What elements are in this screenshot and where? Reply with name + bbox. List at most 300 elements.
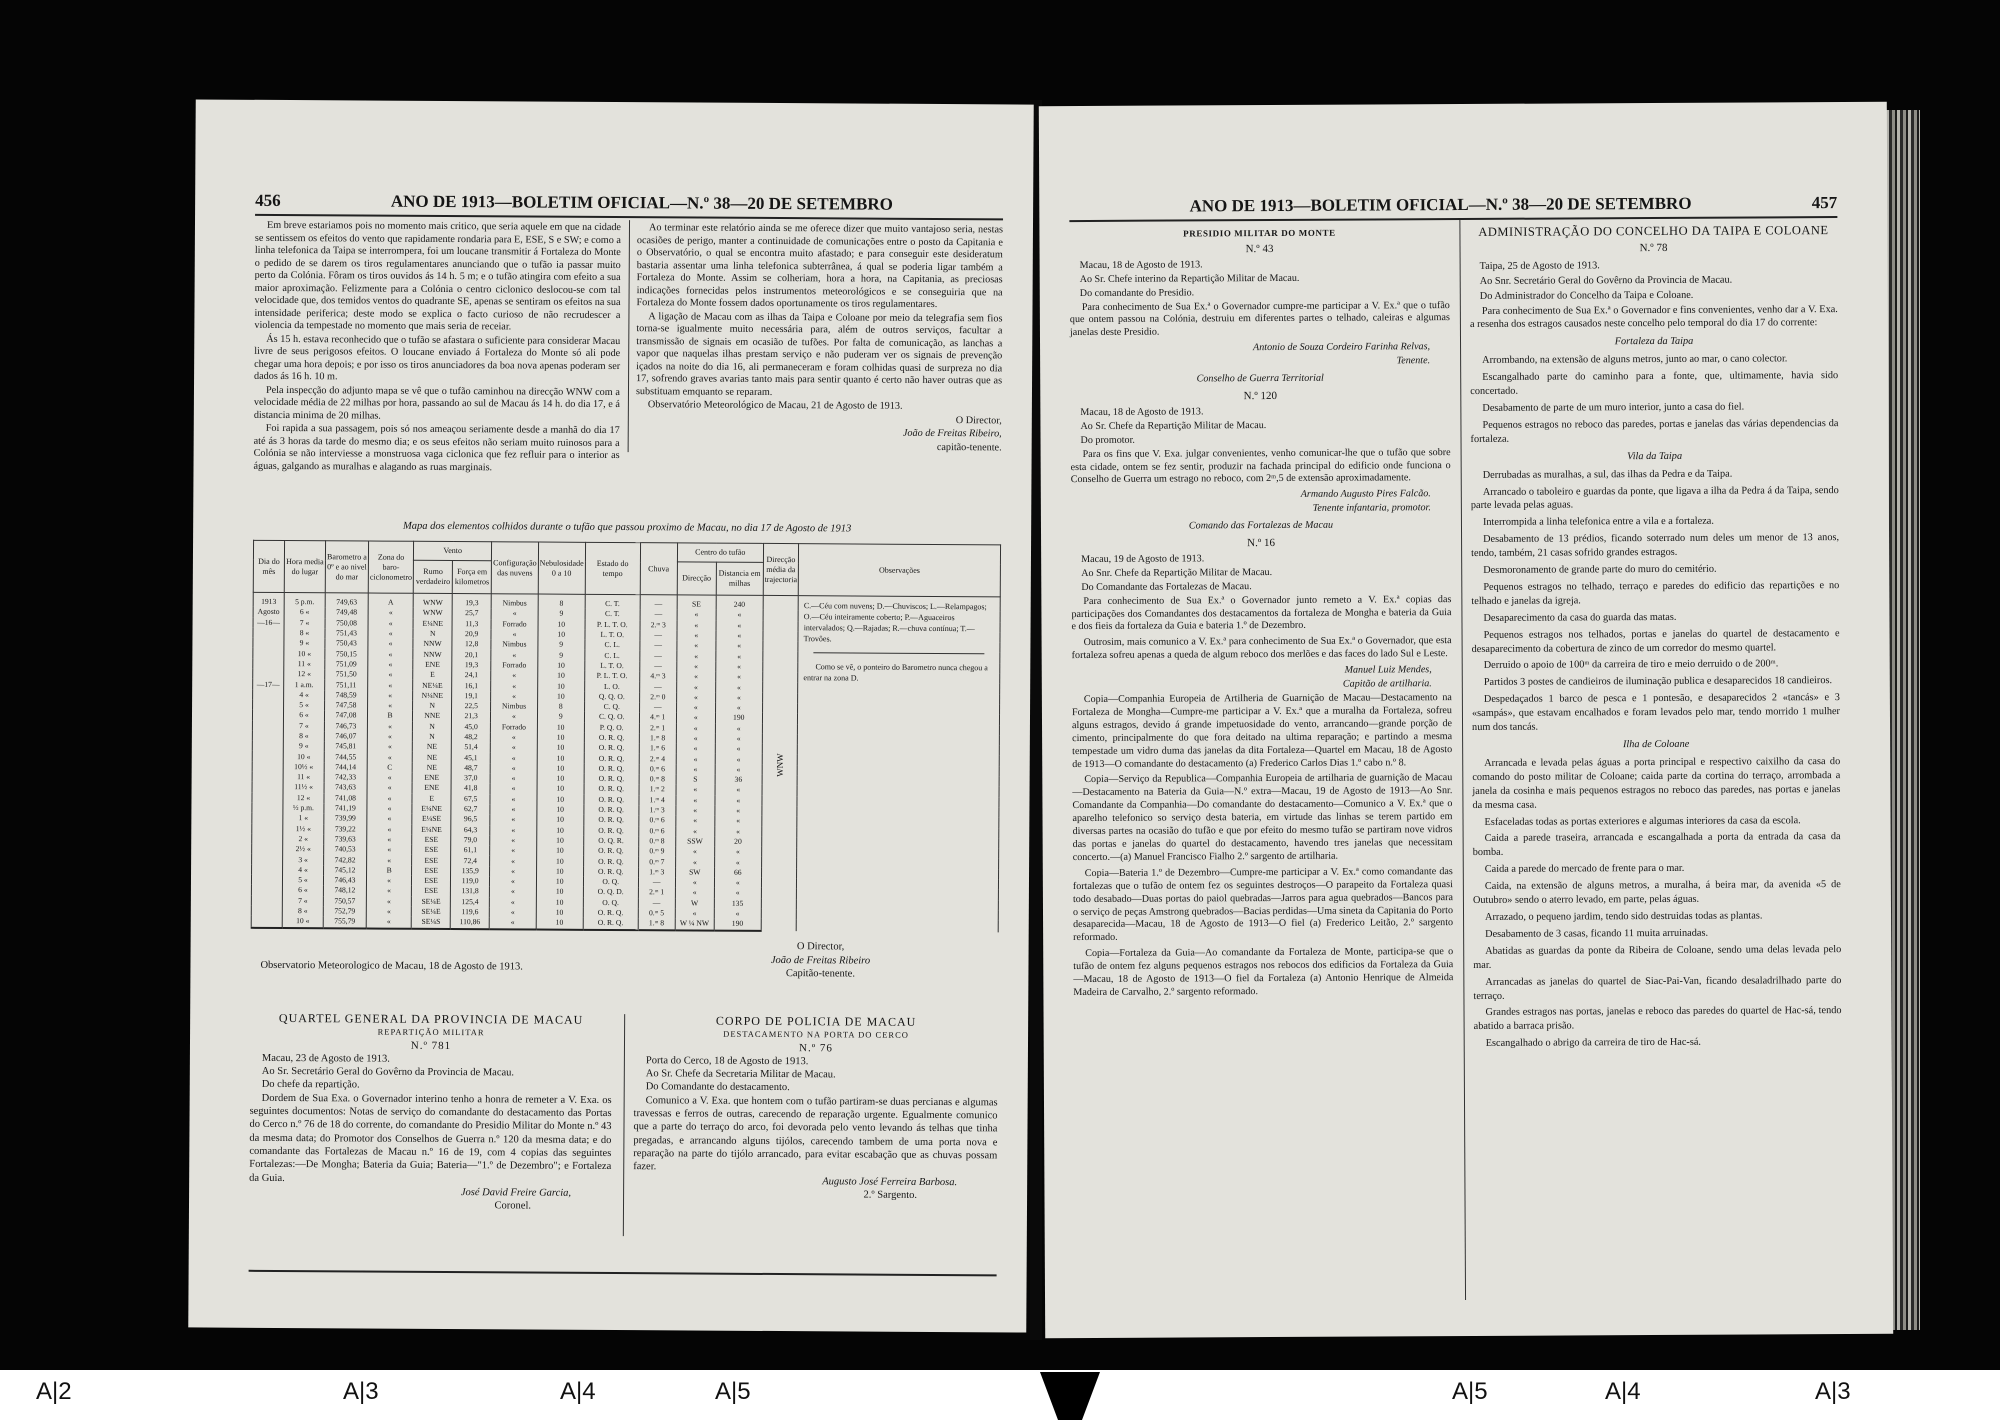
table-cell: P. L. T. O. <box>585 619 640 630</box>
table-cell: 10 <box>537 722 584 733</box>
table-cell: Q. Q. O. <box>584 692 639 703</box>
table-cell: 10 <box>537 774 584 785</box>
table-cell: C <box>367 762 412 773</box>
trajectory-cell <box>761 595 798 930</box>
table-cell: « <box>367 752 412 763</box>
table-cell: « <box>676 816 715 827</box>
table-cell: O. R. Q. <box>584 753 639 764</box>
table-cell: 739,22 <box>324 824 367 835</box>
paragraph: Copia—Fortaleza da Guia—Ao comandante da Fortaleza de Monte, participa-se que o tufão de ontem fez alguns pequenos estragos nos rebocos dos edificios da Fortaleza da Guia—Macau, 18 de Agosto de 1913—O fiel da Fortaleza (a) Antonio Henrique de Almeida Madeira de Carvalho, 2.º sargento reformado. <box>1073 946 1454 998</box>
table-cell: 10 <box>537 732 584 743</box>
table-cell-day <box>251 875 282 885</box>
table-cell: SE¼E <box>412 896 451 907</box>
table-cell: « <box>368 649 413 660</box>
table-cell: 751,50 <box>325 669 368 680</box>
header-line: Macau, 19 de Agosto de 1913. <box>1081 553 1205 565</box>
table-cell: 61,1 <box>451 845 490 856</box>
table-cell: « <box>367 731 412 742</box>
table-cell: 6 « <box>283 710 324 721</box>
report-column-2 <box>636 222 1003 455</box>
table-cell: 5 « <box>282 875 323 886</box>
table-cell: ENE <box>412 773 451 784</box>
table-cell: 10 <box>536 897 583 908</box>
table-cell: B <box>367 711 412 722</box>
paragraph: Foi rapida a sua passagem, pois só nos ameaçou seriamente desde a manhã do dia 17 até ás 3 horas da tarde do mesmo dia; e os seus efeitos não seriam muito ruinosos para a Colónia se não interviesse a monstruosa vaga ciclonica que fez refluir para o interior as águas, galgando as muralhas e alagando as ruas marginais. <box>253 422 620 473</box>
table-cell: 747,08 <box>324 711 367 722</box>
table-cell: 10 <box>537 681 584 692</box>
header-line: Macau, 18 de Agosto de 1913. <box>1079 259 1203 271</box>
table-cell: « <box>490 835 537 846</box>
table-cell: 10 <box>538 619 585 630</box>
table-cell: 10 <box>537 753 584 764</box>
column-divider <box>628 220 630 452</box>
policia-section <box>633 1014 998 1202</box>
paragraph: Copia—Serviço da Republica—Companhia Europeia de artilharia de guarnição de Macau—Destacamento na Bateria da Guia—N.º extra—Macau, 19 de Agosto de 1913—Ao Snr. Comandante da Companhia—Do comandante do destacamento—Comunico a V. Ex.ª que o aparelho telefonico so serviço desta bateria, em virtude das linhas se terem partido em diversas partes na ocasião do tufão e que por efeito do mesmo tufão se partiram nove vidros das portas e janelas do quartel do destacamento, havendo tres janelas que necessitam concerto.—(a) Manuel Francisco Fialho 2.º sargento de artilharia. <box>1072 772 1453 863</box>
table-caption: Mapa dos elementos colhidos durante o tufão que passou proximo de Macau, no dia 17 de Agosto de 1913 <box>402 520 852 535</box>
paragraph: Observatório Meteorológico de Macau, 21 de Agosto de 1913. <box>647 399 903 412</box>
table-cell: 2.ᵐ 1 <box>639 723 676 734</box>
weather-table <box>251 540 1001 933</box>
header-clouds: Configuração das nuvens <box>491 542 538 594</box>
table-signature <box>690 940 950 982</box>
table-cell: 8 « <box>284 628 325 639</box>
table-footer <box>260 960 660 976</box>
table-cell-day <box>251 895 282 905</box>
paragraph: Ás 15 h. estava reconhecido que o tufão se afastara o suficiente para considerar Macau livre de seus perigosos efeitos. O loucane enviado á Fortaleza do Monte só ali pode chegar uma hora depois; e por isso os tiros anunciadores da boa nova apenas poderam ser dados ás 16 h. 10 m. <box>254 333 621 383</box>
paragraph: Pequenos estragos no reboco das paredes, portas e janelas das várias dependencias da fortaleza. <box>1470 417 1839 445</box>
frame-mark: A|5 <box>715 1378 751 1405</box>
table-cell-day <box>252 731 283 741</box>
table-cell: 10 <box>538 629 585 640</box>
table-cell: 20,9 <box>452 629 491 640</box>
table-cell: 110,86 <box>450 917 489 929</box>
table-cell: L. O. <box>584 681 639 692</box>
table-cell: « <box>367 803 412 814</box>
table-cell: 9 <box>538 640 585 651</box>
table-cell: — <box>640 630 677 641</box>
table-cell: « <box>715 744 762 755</box>
table-cell: C. T. <box>585 594 640 609</box>
paragraph: Para conhecimento de Sua Ex.ª o Governador junto remeto a V. Ex.ª copias das participações dos Comandantes dos destacamentos da fortaleza de Mongha e bateria da Guia e dos fieis da fortaleza da Guia e bateria 1.º de Dezembro. <box>1071 593 1452 633</box>
table-cell: « <box>714 857 761 868</box>
paragraph: Caida a parede do mercado de frente para o mar. <box>1484 863 1685 876</box>
table-cell: — <box>638 877 675 888</box>
table-cell: 746,73 <box>324 721 367 732</box>
header-hour: Hora media do lugar <box>284 541 325 593</box>
table-cell: C. Q. O. <box>584 712 639 723</box>
header-weather: Estado do tempo <box>585 542 640 594</box>
table-cell: « <box>368 618 413 629</box>
table-cell: ENE <box>412 783 451 794</box>
observations-legend: C.—Céu com nuvens; D.—Chuviscos; L.—Relampagos; O.—Céu inteiramente coberto; P.—Aguaceiros intervalados; Q.—Rajadas; R.—chuva contínua; T.—Trovôes. <box>803 601 987 644</box>
table-cell: 135,9 <box>451 866 490 877</box>
table-cell: 37,0 <box>451 773 490 784</box>
table-cell: 67,5 <box>451 794 490 805</box>
table-cell: E <box>412 793 451 804</box>
table-cell-day <box>253 638 284 648</box>
signature-line: Tenente infantaria, promotor. <box>1312 502 1431 515</box>
table-cell: P. Q. O. <box>584 722 639 733</box>
table-cell: 7 « <box>283 721 324 732</box>
table-cell: « <box>490 773 537 784</box>
table-cell: O. R. Q. <box>584 825 639 836</box>
table-cell: O. Q. R. <box>583 836 638 847</box>
table-cell-day <box>252 834 283 844</box>
section-heading: Comando das Fortalezas de Macau <box>1188 519 1334 532</box>
table-cell: 51,4 <box>451 742 490 753</box>
signature-line: Manuel Luiz Mendes, <box>1344 664 1432 676</box>
header-line: Ao Sr. Chefe interino da Repartição Militar de Macau. <box>1079 272 1300 285</box>
table-cell: 2.ᵐ 3 <box>640 620 677 631</box>
signature-title: O Director, <box>796 941 845 953</box>
left-page-header <box>255 190 1003 217</box>
table-cell: 48,7 <box>451 763 490 774</box>
table-cell: 10 <box>537 743 584 754</box>
header-line: Do promotor. <box>1080 434 1135 446</box>
paragraph: Despedaçados 1 barco de pesca e 1 pontesão, e desaparecidos 2 «tancás» e 3 «sampás», que estavam encalhados e foram levados pelo mar, tendo morrido 1 mulher num dos tancás. <box>1471 692 1840 734</box>
table-cell-day <box>252 762 283 772</box>
table-cell: — <box>639 702 676 713</box>
table-cell: « <box>715 682 762 693</box>
table-cell: SE <box>677 595 716 610</box>
table-cell: — <box>640 595 677 610</box>
table-cell: 5 « <box>284 700 325 711</box>
table-cell: 2 « <box>283 834 324 845</box>
table-cell: 10 <box>536 918 583 930</box>
table-cell: 9 <box>538 609 585 620</box>
header-line: Do Comandante das Fortalezas de Macau. <box>1081 580 1252 593</box>
table-cell: L. T. O. <box>585 661 640 672</box>
table-cell: 10 « <box>283 751 324 762</box>
table-cell: « <box>716 651 763 662</box>
table-cell-day <box>252 865 283 875</box>
dateline: Porta do Cerco, 18 de Agosto de 1913. <box>645 1055 809 1068</box>
table-cell: NNW <box>413 639 452 650</box>
table-cell: 10 <box>537 784 584 795</box>
section-heading: Fortaleza da Taipa <box>1614 336 1694 348</box>
table-cell: 48,2 <box>452 732 491 743</box>
page-end-rule <box>249 1270 997 1277</box>
table-cell: NE <box>412 752 451 763</box>
table-cell: O. R. Q. <box>583 908 638 919</box>
table-cell: C. L. <box>585 650 640 661</box>
running-title: ANO DE 1913—BOLETIM OFICIAL—N.º 38—20 DE SETEMBRO <box>390 191 893 214</box>
left-page <box>188 99 1033 1332</box>
table-cell: « <box>368 680 413 691</box>
table-cell: 0.ᵐ 9 <box>638 846 675 857</box>
table-cell: A <box>368 593 413 608</box>
table-cell: SE¼E <box>411 907 450 918</box>
table-cell: 11 « <box>283 772 324 783</box>
quartel-general-section <box>249 1012 612 1214</box>
table-cell: 0.ᵐ 8 <box>639 774 676 785</box>
table-cell: « <box>715 764 762 775</box>
table-cell: « <box>715 826 762 837</box>
paragraph: Derrubadas as muralhas, a sul, das ilhas da Pedra e da Taipa. <box>1482 468 1733 481</box>
table-cell: « <box>491 681 538 692</box>
table-cell: « <box>715 733 762 744</box>
dateline: Macau, 23 de Agosto de 1913. <box>261 1052 390 1065</box>
table-cell-day: 1913 <box>253 592 284 607</box>
table-cell: « <box>490 814 537 825</box>
table-cell: O. R. Q. <box>584 733 639 744</box>
table-cell: 0.ᵐ 8 <box>638 836 675 847</box>
table-cell: « <box>490 887 537 898</box>
table-cell: C. Q. <box>584 702 639 713</box>
paragraph: Para os fins que V. Exa. julgar convenientes, venho comunicar-lhe que o tufão que sobre esta cidade, ontem se fez sentir, produzir na fachada principal do edificio onde funciona o Conselho de Guerra um estrago no reboco, com 2ᵐ,5 de extensão aproximadamente. <box>1070 446 1451 486</box>
header-line: Ao Snr. Secretário Geral do Govêrno da Provincia de Macau. <box>1479 274 1733 287</box>
table-cell-day <box>253 669 284 679</box>
weather-table-body <box>251 592 1000 932</box>
table-cell-day <box>252 782 283 792</box>
paragraph: A ligação de Macau com as ilhas da Taipa e Coloane por meio da telegrafia sem fios torna-se igualmente muito necessária para, além de outros serviços, facultar a transmissão de signais em ocasião de tufões. Por falta de comunicação, as lanchas a vapor que naquelas ilhas prestam serviço e não puderam ver os signais de prevenção içados na noite do dia 16, ali permaneceram e foram colhidas quasi de surpreza no dia 17, sofrendo graves avarias tanto mais para sentir quanto é certo não haver outras que as substituam emquanto se reparam. <box>635 310 1003 398</box>
table-cell: 10½ « <box>283 762 324 773</box>
table-cell: 749,63 <box>325 593 368 608</box>
table-cell: « <box>366 876 411 887</box>
paragraph: Outrosim, mais comunico a V. Ex.ª para conhecimento de Sua Ex.ª o Governador, que esta fortaleza sofreu apenas a queda de algum reboco dos merlões e das faces do lado Sul e Leste. <box>1071 635 1452 662</box>
table-cell: ESE <box>412 855 451 866</box>
table-cell: Nimbus <box>491 701 538 712</box>
table-cell: 4.ᵐ 3 <box>639 671 676 682</box>
table-cell: « <box>490 866 537 877</box>
table-cell: 741,19 <box>324 803 367 814</box>
paragraph: Arrancada e levada pelas águas a porta principal e respectivo caixilho da casa do comando do posto militar de Coloane; caida parte da cortina do terraço, arrombada a janela da cosinha e mais pequenos estragos no reboco das paredes, nas portas e janelas da mesma casa. <box>1472 755 1841 811</box>
header-trajectory: Direcção média da trajectoria <box>763 543 799 595</box>
table-cell: « <box>366 886 411 897</box>
table-cell: « <box>676 826 715 837</box>
table-cell: P. L. T. O. <box>584 671 639 682</box>
table-cell: 0.ᵐ 5 <box>638 908 675 919</box>
paragraph: Ao terminar este relatório ainda se me oferece dizer que muito vantajoso seria, nestas ocasiões de perigo, manter a continuidade de comunicações entre o posto da Capitania e o Observatório, o qual se encontra muito afastado; e para conseguir este desideratum bastaria assentar uma linha telefonica subterrânea, á qual se poderia ligar também a Fortaleza do Monte. Assim se colheriam, hora a hora, na Capitania, as preciosas indicações fornecidas pelos instrumentos meteorológicos e se conseguiria que na Fortaleza do Monte fossem dados oportunamente os tiros regulamentares. <box>636 222 1004 310</box>
table-cell: 751,43 <box>325 628 368 639</box>
table-cell: 739,63 <box>324 834 367 845</box>
table-cell: « <box>491 712 538 723</box>
table-cell: 21,3 <box>452 711 491 722</box>
table-cell-day <box>253 648 284 658</box>
right-page <box>1039 102 1893 1338</box>
paragraph: Desabamento de 3 casas, ficando 11 muita arruinadas. <box>1485 927 1709 940</box>
table-cell: 9 <box>538 650 585 661</box>
section-subtitle: PRESIDIO MILITAR DO MONTE <box>1183 227 1336 239</box>
table-cell: O. R. Q. <box>583 856 638 867</box>
table-cell: 1.ᵐ 3 <box>639 805 676 816</box>
table-cell: 41,8 <box>451 783 490 794</box>
section-number: N.º 120 <box>1243 389 1278 403</box>
table-cell: 10 <box>537 671 584 682</box>
observations-divider <box>814 652 985 654</box>
table-cell: ESE <box>412 845 451 856</box>
section-subtitle: DESTACAMENTO NA PORTA DO CERCO <box>723 1028 909 1041</box>
table-cell: 750,08 <box>325 618 368 629</box>
table-cell: 45,0 <box>452 722 491 733</box>
table-cell: 9 « <box>283 741 324 752</box>
table-cell: « <box>490 804 537 815</box>
table-cell: « <box>675 877 714 888</box>
table-cell: 8 « <box>283 731 324 742</box>
table-cell: 10 <box>537 815 584 826</box>
table-cell: 742,82 <box>324 855 367 866</box>
signature-title: O Director, <box>955 414 1002 426</box>
table-cell: 62,7 <box>451 804 490 815</box>
page-number: 456 <box>255 190 281 210</box>
table-cell: 2.ᵐ 4 <box>639 754 676 765</box>
table-cell: « <box>491 732 538 743</box>
table-cell: O. Q. D. <box>583 887 638 898</box>
table-cell: « <box>367 773 412 784</box>
table-cell: « <box>675 908 714 919</box>
paragraph: Desabamento de parte de um muro interior, junto a casa do fiel. <box>1482 401 1745 414</box>
table-cell: 739,99 <box>324 813 367 824</box>
table-cell: NNE <box>413 711 452 722</box>
section-heading: Vila da Taipa <box>1627 450 1683 462</box>
table-cell-day <box>252 751 283 761</box>
paragraph: Abatidas as guardas da ponte da Ribeira de Coloane, sendo uma delas levada pelo mar. <box>1473 943 1842 971</box>
frame-mark: A|3 <box>343 1378 379 1405</box>
table-cell: « <box>366 896 411 907</box>
table-cell: « <box>677 610 716 621</box>
table-cell: ENE <box>413 660 452 671</box>
paragraph: Para conhecimento de Sua Ex.ª o Governador e fins convenientes, venho dar a V. Exa. a resenha dos estragos causados neste concelho pelo temporal do dia 17 do corrente: <box>1469 303 1838 331</box>
signature-rank: capitão-tenente. <box>936 441 1002 453</box>
frame-mark: A|3 <box>1815 1378 1851 1405</box>
table-cell: 748,12 <box>323 886 366 897</box>
table-cell: « <box>490 742 537 753</box>
table-cell: « <box>367 721 412 732</box>
table-cell: O. R. Q. <box>584 743 639 754</box>
table-cell: « <box>716 631 763 642</box>
table-cell: 11 « <box>284 659 325 670</box>
table-cell: « <box>367 742 412 753</box>
table-cell: 10 <box>537 825 584 836</box>
table-cell: 9 « <box>284 638 325 649</box>
table-cell: « <box>716 641 763 652</box>
signature-line: Tenente. <box>1396 355 1431 367</box>
table-cell: 1 a.m. <box>284 679 325 690</box>
table-cell: ESE <box>412 886 451 897</box>
running-title: ANO DE 1913—BOLETIM OFICIAL—N.º 38—20 DE SETEMBRO <box>1189 193 1692 216</box>
table-cell: 10 <box>536 866 583 877</box>
column-divider <box>623 1014 625 1236</box>
signature-line: Armando Augusto Pires Falcão. <box>1300 488 1431 501</box>
signature-name: João de Freitas Ribeiro, <box>902 427 1002 440</box>
header-wind-direction: Rumo verdadeiro <box>413 560 452 593</box>
table-cell: 2½ « <box>283 844 324 855</box>
table-cell: 742,33 <box>324 772 367 783</box>
table-cell: « <box>715 703 762 714</box>
table-cell: « <box>367 855 412 866</box>
table-cell: « <box>368 690 413 701</box>
table-cell: 1.ᵐ 8 <box>639 733 676 744</box>
table-cell: « <box>676 713 715 724</box>
table-cell: 10 <box>537 804 584 815</box>
header-center-direction: Direcção <box>677 562 716 595</box>
table-cell: 10 <box>536 856 583 867</box>
table-cell-day <box>253 689 284 699</box>
table-cell: « <box>368 639 413 650</box>
table-cell: 20 <box>714 836 761 847</box>
header-line: Do comandante do Presidio. <box>1079 287 1195 299</box>
table-cell: « <box>491 670 538 681</box>
paragraph: Partidos 3 postes de candieiros de iluminação publica e desaparecidos 18 candieiros. <box>1483 675 1833 689</box>
section-heading: Conselho de Guerra Territorial <box>1196 372 1324 385</box>
signature-rank: Coronel. <box>494 1200 532 1212</box>
table-cell: 10 <box>537 763 584 774</box>
table-cell: 746,43 <box>323 875 366 886</box>
table-cell: 64,3 <box>451 825 490 836</box>
table-cell: 2.ᵐ 0 <box>639 692 676 703</box>
frame-mark: A|5 <box>1452 1378 1488 1405</box>
table-cell: SE¼S <box>411 917 450 929</box>
table-cell: 1½ « <box>283 824 324 835</box>
table-cell: 12,8 <box>452 639 491 650</box>
signature-rank: 2.º Sargento. <box>863 1189 918 1201</box>
table-cell: 1.ᵐ 6 <box>639 743 676 754</box>
table-cell-day <box>251 906 282 916</box>
table-cell: 747,58 <box>325 700 368 711</box>
table-cell: C. L. <box>585 640 640 651</box>
table-cell: NE <box>412 742 451 753</box>
header-wind-group: Vento <box>414 541 492 560</box>
table-cell: « <box>715 754 762 765</box>
section-number: N.º 781 <box>410 1039 452 1052</box>
table-cell: « <box>367 824 412 835</box>
paragraph: Escangalhado parte do caminho para a fonte, que, ultimamente, havia sido concertado. <box>1470 370 1839 398</box>
table-cell: O. R. Q. <box>584 784 639 795</box>
table-cell: « <box>368 628 413 639</box>
table-cell: 755,79 <box>323 916 366 928</box>
header-line: Do Administrador do Concelho da Taipa e Coloane. <box>1479 289 1694 302</box>
table-cell: « <box>716 661 763 672</box>
body-text: Comunico a V. Exa. que hontem com o tufão partiram-se duas percianas e algumas travessas e ferros de outras, carecendo de reparação urgente. Egualmente comunico que a parte do terraço do arco, foi devorada pelo vento levando ás telhas que tinha pregadas, e arrancando alguns tijólos, carecendo tambem de uma porta nova e reparação na parte do tijólo arrancado, para evitar escabação que as chuvas possam fazer. <box>633 1095 998 1173</box>
table-cell: 744,55 <box>324 752 367 763</box>
table-cell: N¼NE <box>413 690 452 701</box>
table-cell: 10 <box>537 691 584 702</box>
section-number: N.º 78 <box>1639 241 1668 254</box>
table-cell: W <box>675 898 714 909</box>
table-cell: 12 « <box>283 793 324 804</box>
paragraph: Copia—Companhia Europeia de Artilheria de Guarnição de Macau—Destacamento na Fortaleza de Mongha—Cumpre-me participar a V. Ex.ª que a muralha da Fortaleza, sofreu alguns estragos, devido á grande impetuosidade do vento, arrancando—grande porção de cimento, principalmente do que fora deitado na ultima reparação; e partindo a mesma tempestade um vidro duma das janelas da dita Fortaleza—Quartel em Macau, 18 de Agosto de 1913—O comandante do destacamento (a) Frederico Carlos Dias 1.º cabo n.º 8. <box>1071 692 1453 770</box>
observations-note: Como se vê, o ponteiro do Barometro nunca chegou a entrar na zona D. <box>803 662 988 683</box>
table-cell-day <box>252 844 283 854</box>
table-cell: 4 « <box>283 865 324 876</box>
section-heading: Ilha de Coloane <box>1622 738 1690 751</box>
section-title: ADMINISTRAÇÃO DO CONCELHO DA TAIPA E COLOANE <box>1478 223 1829 239</box>
table-cell: 19,1 <box>452 691 491 702</box>
table-cell: « <box>677 641 716 652</box>
table-cell: « <box>490 845 537 856</box>
table-cell: « <box>715 785 762 796</box>
table-cell: NNW <box>413 649 452 660</box>
table-cell: 745,81 <box>324 741 367 752</box>
table-cell: « <box>716 620 763 631</box>
table-cell: 745,12 <box>324 865 367 876</box>
table-cell: NE <box>412 763 451 774</box>
table-cell: « <box>491 609 538 620</box>
header-barometer: Barometro a 0º e ao nivel do mar <box>325 541 368 593</box>
table-cell: « <box>489 917 536 929</box>
signature-line: Capitão de artilharia. <box>1342 678 1432 690</box>
film-frame-strip <box>0 1370 2000 1420</box>
header-rain: Chuva <box>640 543 677 595</box>
table-cell: — <box>639 682 676 693</box>
header-day: Dia do mês <box>253 540 284 592</box>
table-cell: E¼NE <box>412 804 451 815</box>
table-cell: « <box>714 888 761 899</box>
table-cell: O. R. Q. <box>584 794 639 805</box>
table-cell-day: —16— <box>253 617 284 627</box>
addressee: Ao Sr. Secretário Geral do Govêrno da Provincia de Macau. <box>261 1066 515 1079</box>
table-cell: Forrado <box>491 619 538 630</box>
